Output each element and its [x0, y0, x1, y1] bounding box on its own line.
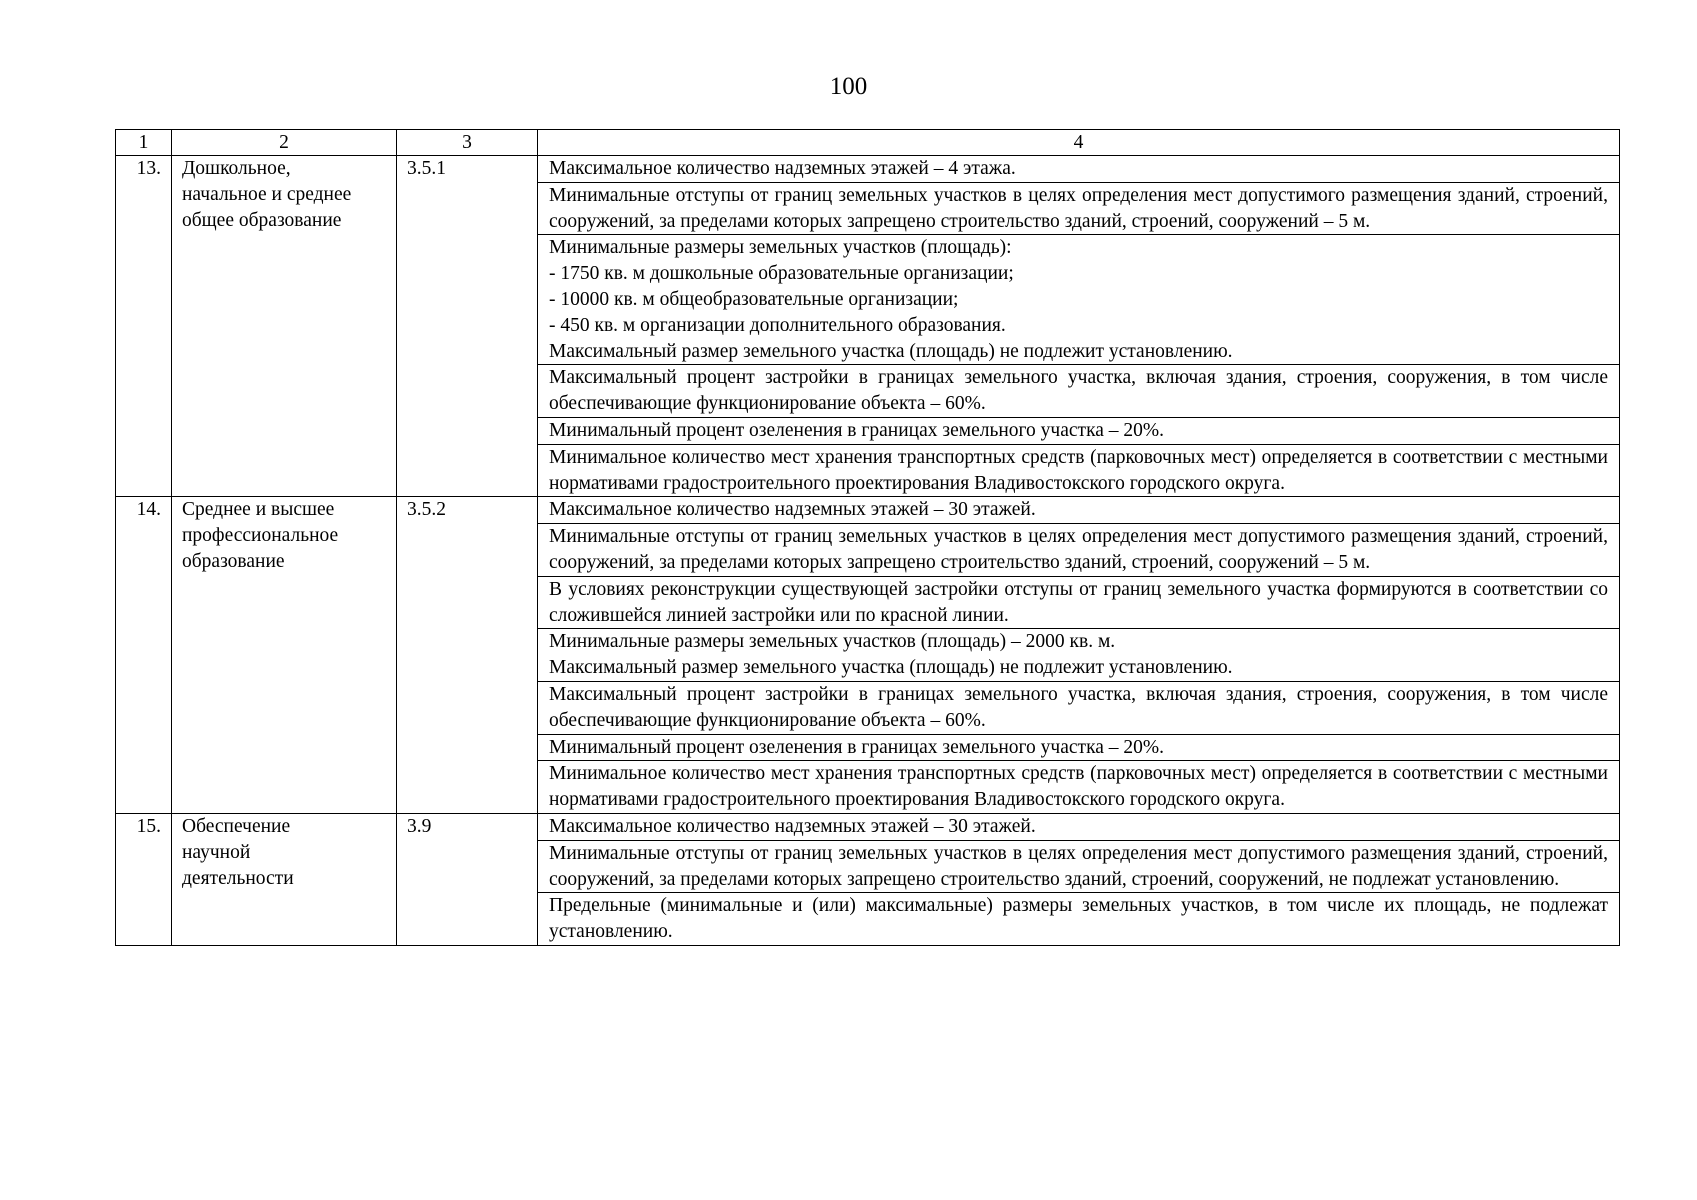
parameter-cell: Максимальный процент застройки в границах земельного участка, включая здания, строения, сооружения, в том числе обеспечивающие функционирование объекта – 60%.: [538, 681, 1620, 734]
table-header-row: [116, 130, 1620, 156]
parameter-cell: Минимальный процент озеленения в границах земельного участка – 20%.: [538, 734, 1620, 761]
parameter-cell: Минимальные отступы от границ земельных участков в целях определения мест допустимого размещения зданий, строений, сооружений, за пределами которых запрещено строительство зданий, строений, сооружений, не подлежат установлению.: [538, 840, 1620, 893]
parameter-cell: Максимальное количество надземных этажей – 30 этажей.: [538, 813, 1620, 840]
parameter-cell: Предельные (минимальные и (или) максимальные) размеры земельных участков, в том числе их площадь, не подлежат установлению.: [538, 893, 1620, 946]
use-type-name-line: образование: [182, 550, 285, 572]
parameter-line: Максимальный размер земельного участка (площадь) не подлежит установлению.: [549, 340, 1233, 362]
parameter-cell: [538, 629, 1620, 682]
table-row: [116, 813, 1620, 840]
parameter-cell: Минимальный процент озеленения в границах земельного участка – 20%.: [538, 417, 1620, 444]
header-cell: 1: [116, 130, 172, 156]
parameter-cell: Минимальные отступы от границ земельных участков в целях определения мест допустимого размещения зданий, строений, сооружений, за пределами которых запрещено строительство зданий, строений, сооружений – 5 м.: [538, 182, 1620, 235]
parameter-cell: [538, 235, 1620, 365]
page-number: 100: [829, 73, 868, 100]
row-number: 15.: [116, 813, 172, 945]
parameter-cell: Максимальный процент застройки в границах земельного участка, включая здания, строения, сооружения, в том числе обеспечивающие функционирование объекта – 60%.: [538, 365, 1620, 418]
table-row: [116, 156, 1620, 183]
use-type-code: 3.9: [397, 813, 538, 945]
use-type-name-line: общее образование: [182, 209, 342, 231]
use-type-name: [172, 497, 397, 814]
use-type-name-line: Среднее и высшее: [182, 499, 335, 521]
parameter-cell: Максимальное количество надземных этажей – 30 этажей.: [538, 497, 1620, 524]
parameter-cell: Максимальное количество надземных этажей – 4 этажа.: [538, 156, 1620, 183]
regulations-table: [115, 129, 1620, 946]
parameter-line: Минимальные размеры земельных участков (площадь):: [549, 237, 1012, 259]
row-number: 14.: [116, 497, 172, 814]
parameter-line: - 10000 кв. м общеобразовательные организации;: [549, 288, 959, 310]
parameter-cell: Минимальные отступы от границ земельных участков в целях определения мест допустимого размещения зданий, строений, сооружений, за пределами которых запрещено строительство зданий, строений, сооружений – 5 м.: [538, 524, 1620, 577]
use-type-name-line: Обеспечение: [182, 815, 291, 837]
parameter-line: - 450 кв. м организации дополнительного образования.: [549, 314, 1006, 336]
parameter-cell: Минимальное количество мест хранения транспортных средств (парковочных мест) определяется в соответствии с местными нормативами градостроительного проектирования Владивостокского городского округа.: [538, 444, 1620, 497]
header-cell: 3: [397, 130, 538, 156]
parameter-cell: В условиях реконструкции существующей застройки отступы от границ земельного участка формируются в соответствии со сложившейся линией застройки или по красной линии.: [538, 576, 1620, 629]
use-type-name: [172, 156, 397, 497]
header-cell: 2: [172, 130, 397, 156]
use-type-name-line: научной: [182, 841, 251, 863]
use-type-name: [172, 813, 397, 945]
use-type-name-line: профессиональное: [182, 525, 339, 547]
parameter-cell: Минимальное количество мест хранения транспортных средств (парковочных мест) определяется в соответствии с местными нормативами градостроительного проектирования Владивостокского городского округа.: [538, 761, 1620, 814]
header-cell: 4: [538, 130, 1620, 156]
table-row: [116, 497, 1620, 524]
use-type-code: 3.5.2: [397, 497, 538, 814]
use-type-code: 3.5.1: [397, 156, 538, 497]
use-type-name-line: деятельности: [182, 867, 294, 889]
parameter-line: Минимальные размеры земельных участков (площадь) – 2000 кв. м.: [549, 631, 1116, 653]
use-type-name-line: Дошкольное,: [182, 158, 291, 179]
row-number: 13.: [116, 156, 172, 497]
parameter-line: Максимальный размер земельного участка (площадь) не подлежит установлению.: [549, 657, 1233, 679]
use-type-name-line: начальное и среднее: [182, 183, 352, 205]
parameter-line: - 1750 кв. м дошкольные образовательные организации;: [549, 263, 1014, 285]
